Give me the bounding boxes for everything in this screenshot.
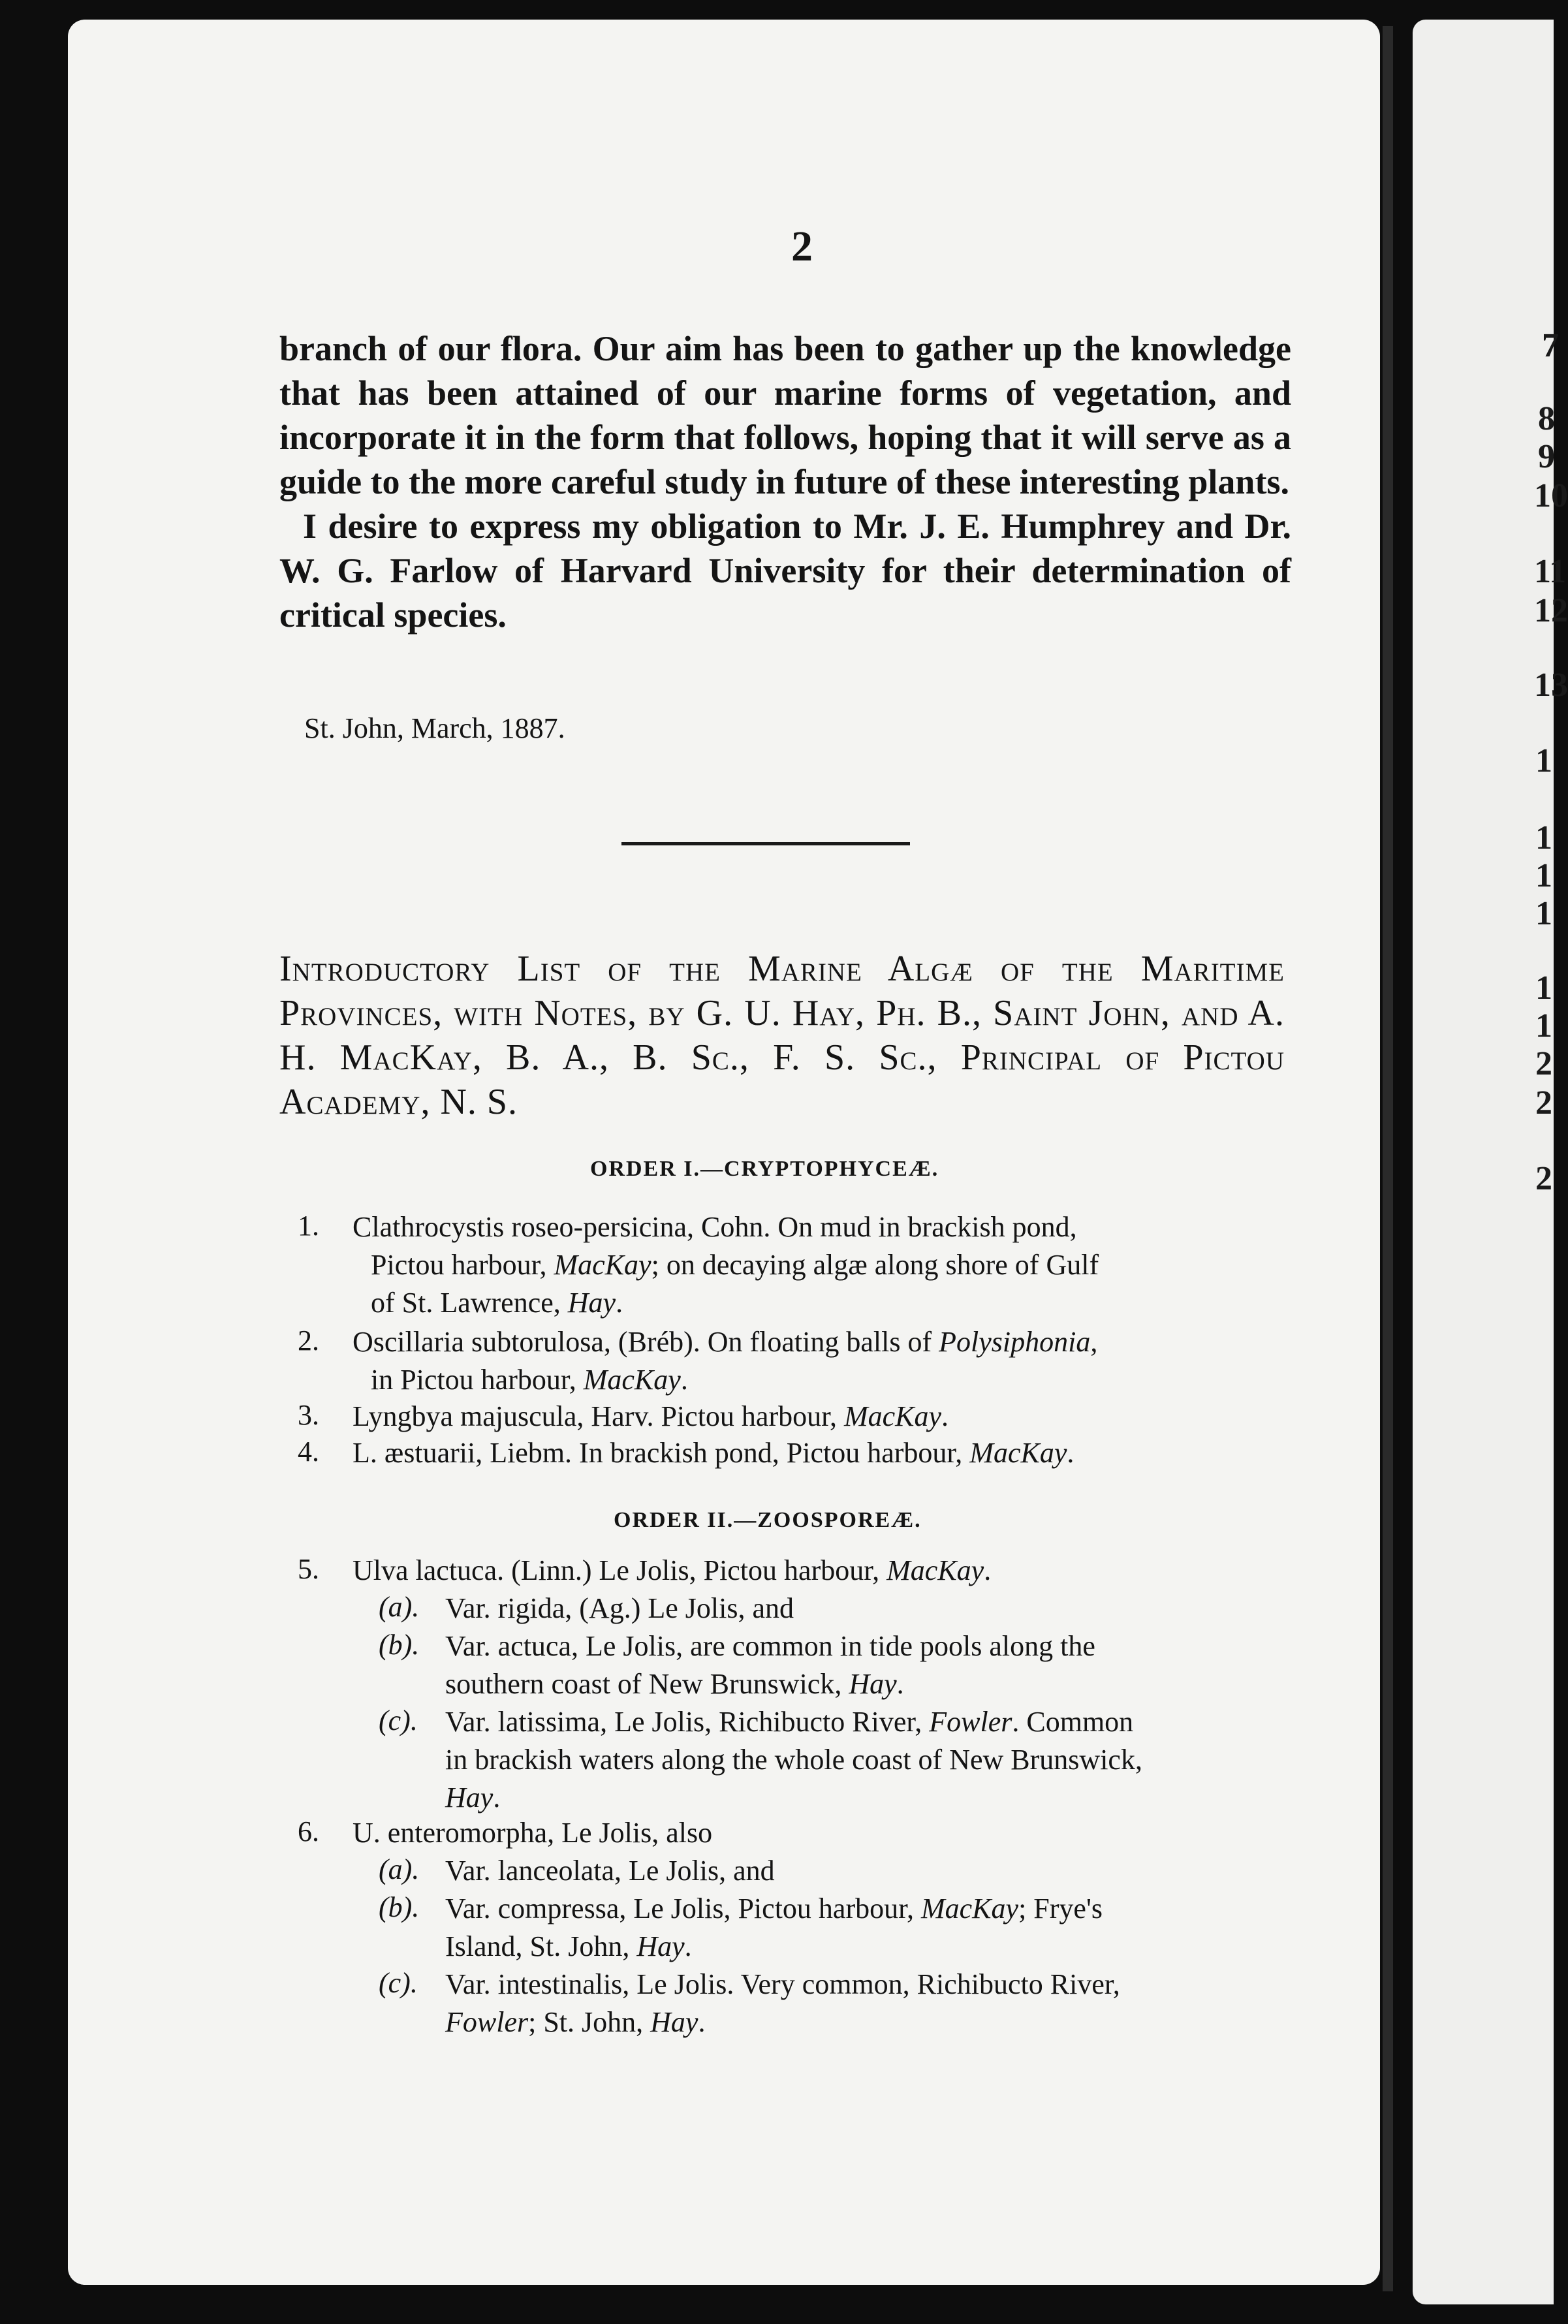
- entry-number: 3.: [298, 1399, 319, 1431]
- edge-num-2: 9: [1538, 438, 1555, 475]
- entry-line: L. æstuarii, Liebm. In brackish pond, Pictou harbour, MacKay.: [353, 1437, 1074, 1469]
- adjacent-page: [1413, 20, 1554, 2304]
- list-heading-text: Introductory List of the Marine Algæ of the Maritime Provinces, with Notes, by G. U. Hay, Ph. B., Saint John, and A. H. MacKay, B. A., B. Sc., F. S. Sc., Principal of Pictou Academy, N. S.: [279, 949, 1285, 1122]
- variety-line: Var. actuca, Le Jolis, are common in tide pools along the: [445, 1630, 1095, 1662]
- variety-line: Var. compressa, Le Jolis, Pictou harbour, MacKay; Frye's: [445, 1892, 1103, 1924]
- intro-paragraph-2: I desire to express my obligation to Mr. J. E. Humphrey and Dr. W. G. Farlow of Harvard University for their determination of critical species.: [279, 507, 1291, 635]
- order-heading-2: ORDER II.—ZOOSPOREÆ.: [614, 1508, 922, 1532]
- entry-line: Pictou harbour, MacKay; on decaying algæ along shore of Gulf: [371, 1249, 1099, 1281]
- entry-number: 5.: [298, 1553, 319, 1585]
- edge-num-1: 8: [1538, 400, 1555, 437]
- variety-line: Hay.: [445, 1782, 501, 1814]
- intro-text: [279, 326, 1291, 637]
- variety-line: Island, St. John, Hay.: [445, 1930, 692, 1962]
- entry-line: of St. Lawrence, Hay.: [371, 1287, 623, 1319]
- edge-num-7: 1: [1535, 742, 1552, 779]
- entry-line: Lyngbya majuscula, Harv. Pictou harbour, MacKay.: [353, 1400, 949, 1432]
- variety-label: (a).: [379, 1591, 420, 1623]
- edge-num-8: 1: [1535, 819, 1552, 856]
- place-date-line: St. John, March, 1887.: [304, 712, 565, 744]
- entry-number: 6.: [298, 1815, 319, 1847]
- edge-num-13: 2: [1535, 1045, 1552, 1082]
- entry-line: U. enteromorpha, Le Jolis, also: [353, 1817, 713, 1849]
- edge-num-10: 1: [1535, 895, 1552, 932]
- entry-line: Oscillaria subtorulosa, (Bréb). On floating balls of Polysiphonia,: [353, 1326, 1098, 1358]
- entry-number: 4.: [298, 1436, 319, 1468]
- variety-line: Var. lanceolata, Le Jolis, and: [445, 1855, 775, 1887]
- variety-line: Var. latissima, Le Jolis, Richibucto River, Fowler. Common: [445, 1706, 1134, 1738]
- variety-line: southern coast of New Brunswick, Hay.: [445, 1668, 904, 1700]
- variety-label: (c).: [379, 1704, 418, 1736]
- list-heading: [279, 947, 1285, 1124]
- edge-num-12: 1: [1535, 1007, 1552, 1044]
- variety-line: Fowler; St. John, Hay.: [445, 2006, 706, 2038]
- edge-num-5: 12: [1534, 592, 1568, 629]
- order-heading-1: ORDER I.—CRYPTOPHYCEÆ.: [590, 1157, 939, 1181]
- entry-line: in Pictou harbour, MacKay.: [371, 1364, 688, 1396]
- entry-number: 2.: [298, 1325, 319, 1357]
- variety-label: (b).: [379, 1629, 420, 1661]
- edge-num-15: 2: [1535, 1160, 1552, 1197]
- entry-line: Clathrocystis roseo-persicina, Cohn. On mud in brackish pond,: [353, 1211, 1077, 1243]
- intro-paragraph-1: branch of our flora. Our aim has been to gather up the knowledge that has been attained of our marine forms of vegetation, and incorporate it in the form that follows, hoping that it will serve as a guide to the more careful study in future of these interesting plants.: [279, 329, 1291, 501]
- variety-label: (c).: [379, 1967, 418, 1999]
- variety-line: Var. intestinalis, Le Jolis. Very common, Richibucto River,: [445, 1968, 1120, 2000]
- page-gutter: [1383, 26, 1393, 2291]
- page-number: 2: [791, 223, 813, 270]
- edge-num-3: 10: [1534, 477, 1568, 514]
- edge-num-14: 2: [1535, 1084, 1552, 1122]
- variety-line: in brackish waters along the whole coast of New Brunswick,: [445, 1744, 1142, 1776]
- edge-num-6: 13: [1534, 667, 1568, 704]
- edge-num-0: 7: [1542, 327, 1559, 364]
- variety-label: (a).: [379, 1853, 420, 1885]
- edge-num-9: 1: [1535, 857, 1552, 894]
- edge-num-4: 11: [1534, 553, 1567, 590]
- edge-num-11: 1: [1535, 969, 1552, 1007]
- entry-line: Ulva lactuca. (Linn.) Le Jolis, Pictou harbour, MacKay.: [353, 1554, 992, 1586]
- variety-line: Var. rigida, (Ag.) Le Jolis, and: [445, 1592, 794, 1624]
- entry-number: 1.: [298, 1210, 319, 1242]
- variety-label: (b).: [379, 1891, 420, 1923]
- section-divider: [621, 842, 910, 845]
